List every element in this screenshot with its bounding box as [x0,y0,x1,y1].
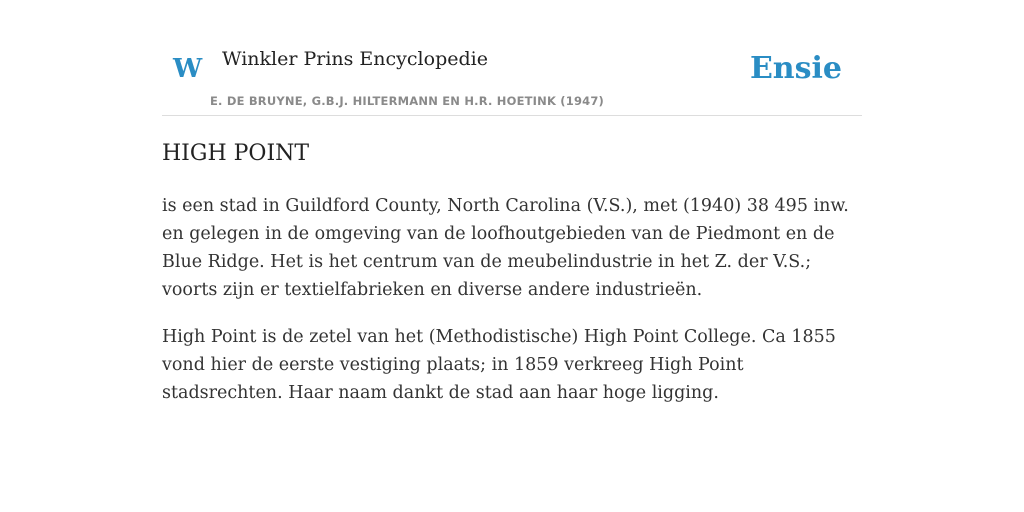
entry-body [162,192,862,426]
source-header [162,40,862,116]
source-authors: E. DE BRUYNE, G.B.J. HILTERMANN EN H.R. HOETINK (1947) [210,94,605,108]
entry-paragraph: High Point is de zetel van het (Methodistische) High Point College. Ca 1855 vond hier de eerste vestiging plaats; in 1859 verkreeg High Point stadsrechten. Haar naam dankt de stad aan haar hoge ligging. [162,327,836,403]
source-title[interactable]: Winkler Prins Encyclopedie [222,48,488,70]
entry-paragraph: is een stad in Guildford County, North Carolina (V.S.), met (1940) 38 495 inw. en gelegen in de omgeving van de loofhoutgebieden van de Piedmont en de Blue Ridge. Het is het centrum van de meubelindustrie in het Z. der V.S.; voorts zijn er textielfabrieken en diverse andere industrieën. [162,196,849,300]
brand-logo-link[interactable]: Ensie [749,51,842,86]
entry-title: HIGH POINT [162,141,310,166]
source-logo[interactable]: W [173,54,203,84]
